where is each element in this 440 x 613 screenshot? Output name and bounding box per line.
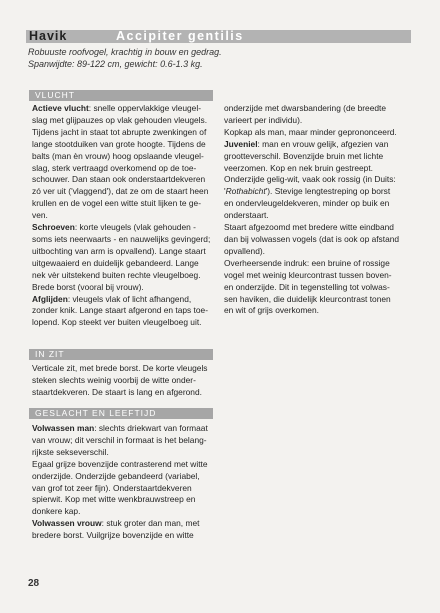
text-line [224,305,414,317]
text-line [32,210,216,222]
text-line [224,103,414,115]
text-segment: veerzomen. Kop en nek bruin gestreept. [224,162,373,173]
text-segment: Onderzijde gelig-wit, vaak ook rossig (in Duits: [224,174,396,185]
text-segment: Staart afgezoomd met bredere witte eindband [224,222,394,233]
text-segment: sen haviken, die duidelijk kleurcontrast tonen [224,293,391,304]
section-title: VLUCHT [35,90,76,100]
text-line [32,270,216,282]
text-line [224,270,414,282]
text-line [32,459,216,471]
text-line [32,234,216,246]
text-segment: steken slechts weinig voorbij de witte onder- [32,374,196,385]
text-line [32,530,216,542]
text-line [224,139,414,151]
summary-line: Spanwijdte: 89-122 cm, gewicht: 0.6-1.3 kg. [28,59,203,69]
right-column-text [224,103,414,317]
text-segment: grootteverschil. Bovenzijde bruin met lichte [224,150,384,161]
bold-term: Afglijden [32,293,68,304]
text-line [224,115,414,127]
text-segment: spierwit. Kop met witte wenkbrauwstreep en [32,494,196,505]
text-segment: ' [224,186,226,197]
text-line [32,163,216,175]
text-segment: : snelle oppervlakkige vleugel- [88,103,201,113]
text-segment: zó ver uit ('vlaggend'), dat ze om de staart heen [32,186,209,197]
text-segment: onderzijde met dwarsbandering (de breedte [224,103,387,113]
bold-term: Schroeven [32,222,75,233]
text-line [32,423,216,435]
text-line [32,186,216,198]
section-header-vlucht [29,90,213,101]
text-segment: slag met glijpauzes op vlak gehouden vleugels. [32,114,208,125]
text-line [32,246,216,258]
text-segment: krullen en de vogel een witte stuit lijken te ge- [32,198,201,209]
text-segment: van grof tot zeer fijn). Onderstaartdekveren [32,482,192,493]
text-segment: Brede borst (vooral bij vrouw). [32,281,144,292]
text-segment: donkere kap. [32,506,81,517]
text-segment: : vleugels vlak of licht afhangend, [67,293,192,304]
text-line [32,387,216,399]
text-line [32,305,216,317]
italic-term: Rothabicht [225,186,266,197]
bold-term: Volwassen vrouw [32,518,102,529]
species-latin-name: Accipiter gentilis [116,29,244,43]
text-segment: slag, sterk vertraagd overkomend op de toe- [32,162,197,173]
text-segment: balts (man èn vrouw) hoog opslaande vleugel- [32,150,204,161]
text-line [224,198,414,210]
text-segment: en ondervleugeldekveren, minder op buik en [224,198,390,209]
summary-line: Robuuste roofvogel, krachtig in bouw en gedrag. [28,47,222,57]
text-line [32,151,216,163]
bold-term: Actieve vlucht [32,103,89,113]
text-segment: Tijdens jacht in staat tot abrupte zwenkingen of [32,126,207,137]
text-segment: uitgewaaierd en duidelijk gebandeerd. Lange [32,257,199,268]
text-segment: onderstaart. [224,210,269,221]
text-line [32,375,216,387]
text-line [32,258,216,270]
text-line [32,115,216,127]
text-line [32,282,216,294]
text-segment: van vrouw; dit verschil in formaat is het belang- [32,434,207,445]
text-line [224,294,414,306]
vlucht-text [32,103,216,329]
text-line [224,234,414,246]
text-segment: ven. [32,210,48,221]
page-number: 28 [28,578,40,589]
text-line [32,198,216,210]
text-line [32,317,216,329]
text-segment: zonder knik. Lange staart afgerond en taps toe- [32,305,208,316]
text-segment: : korte vleugels (vlak gehouden - [74,222,196,233]
text-segment: uitbochting van arm is opvallend). Lange staart [32,245,206,256]
bold-term: Juveniel [224,138,258,149]
text-line [224,163,414,175]
section-title: GESLACHT EN LEEFTIJD [35,408,157,418]
text-line [224,186,414,198]
text-segment: opvallend). [224,245,265,256]
text-segment: lange stootduiken van grote hoogte. Tijdens de [32,138,206,149]
text-line [32,447,216,459]
in-zit-text [32,363,216,399]
text-line [32,471,216,483]
text-segment: Egaal grijze bovenzijde contrasterend met witte [32,458,208,469]
text-line [224,246,414,258]
section-title: IN ZIT [35,349,65,359]
text-line [32,294,216,306]
text-segment: rijkste sekseverschil. [32,446,109,457]
text-segment: : man en vrouw gelijk, afgezien van [257,138,389,149]
text-line [224,282,414,294]
text-segment: Kopkap als man, maar minder geprononceerd. [224,126,397,137]
text-segment: Overheersende indruk: een bruine of rossige [224,257,390,268]
text-segment: staartdekveren. De staart is lang en afgerond. [32,386,202,397]
text-line [32,435,216,447]
text-segment: : slechts driekwart van formaat [94,423,208,433]
text-segment: onderzijde. Onderzijde gebandeerd (variabel, [32,470,200,481]
text-line [32,127,216,139]
text-line [224,151,414,163]
text-line [224,210,414,222]
species-title-bar [26,30,411,43]
text-segment: Verticale zit, met brede borst. De korte vleugels [32,363,208,373]
section-header-in-zit [29,349,213,360]
text-segment: bredere borst. Vuilgrijze bovenzijde en witte [32,530,194,541]
text-line [224,127,414,139]
text-line [32,506,216,518]
text-segment: soms iets neerwaarts - en nauwelijks gevingerd; [32,233,211,244]
text-segment: schouwer. Dan staan ook onderstaartdekveren [32,174,206,185]
species-summary [28,46,408,70]
text-line [32,483,216,495]
text-segment: en wit of grijs overkomen. [224,305,319,316]
text-segment: en onderzijde. Dit in tegenstelling tot volwas- [224,281,390,292]
text-segment: nek vèr uitstekend buiten rechte vleugelboeg. [32,269,201,280]
text-line [224,174,414,186]
bold-term: Volwassen man [32,423,95,433]
text-segment: : stuk groter dan man, met [101,518,200,529]
text-line [32,222,216,234]
text-segment: vogel met weinig kleurcontrast tussen boven- [224,269,392,280]
text-line [32,174,216,186]
text-line [224,222,414,234]
text-segment: varieert per individu). [224,114,303,125]
geslacht-text [32,423,216,542]
text-line [224,258,414,270]
text-line [32,518,216,530]
text-line [32,494,216,506]
section-header-geslacht [29,408,213,419]
text-line [32,103,216,115]
text-line [32,139,216,151]
text-segment: dan bij volwassen vogels (dat is ook op afstand [224,233,400,244]
text-line [32,363,216,375]
text-segment: lopend. Kop steekt ver buiten vleugelboeg uit. [32,317,202,328]
species-name: Havik [29,29,68,43]
text-segment: '). Stevige lengtestreping op borst [265,186,391,197]
